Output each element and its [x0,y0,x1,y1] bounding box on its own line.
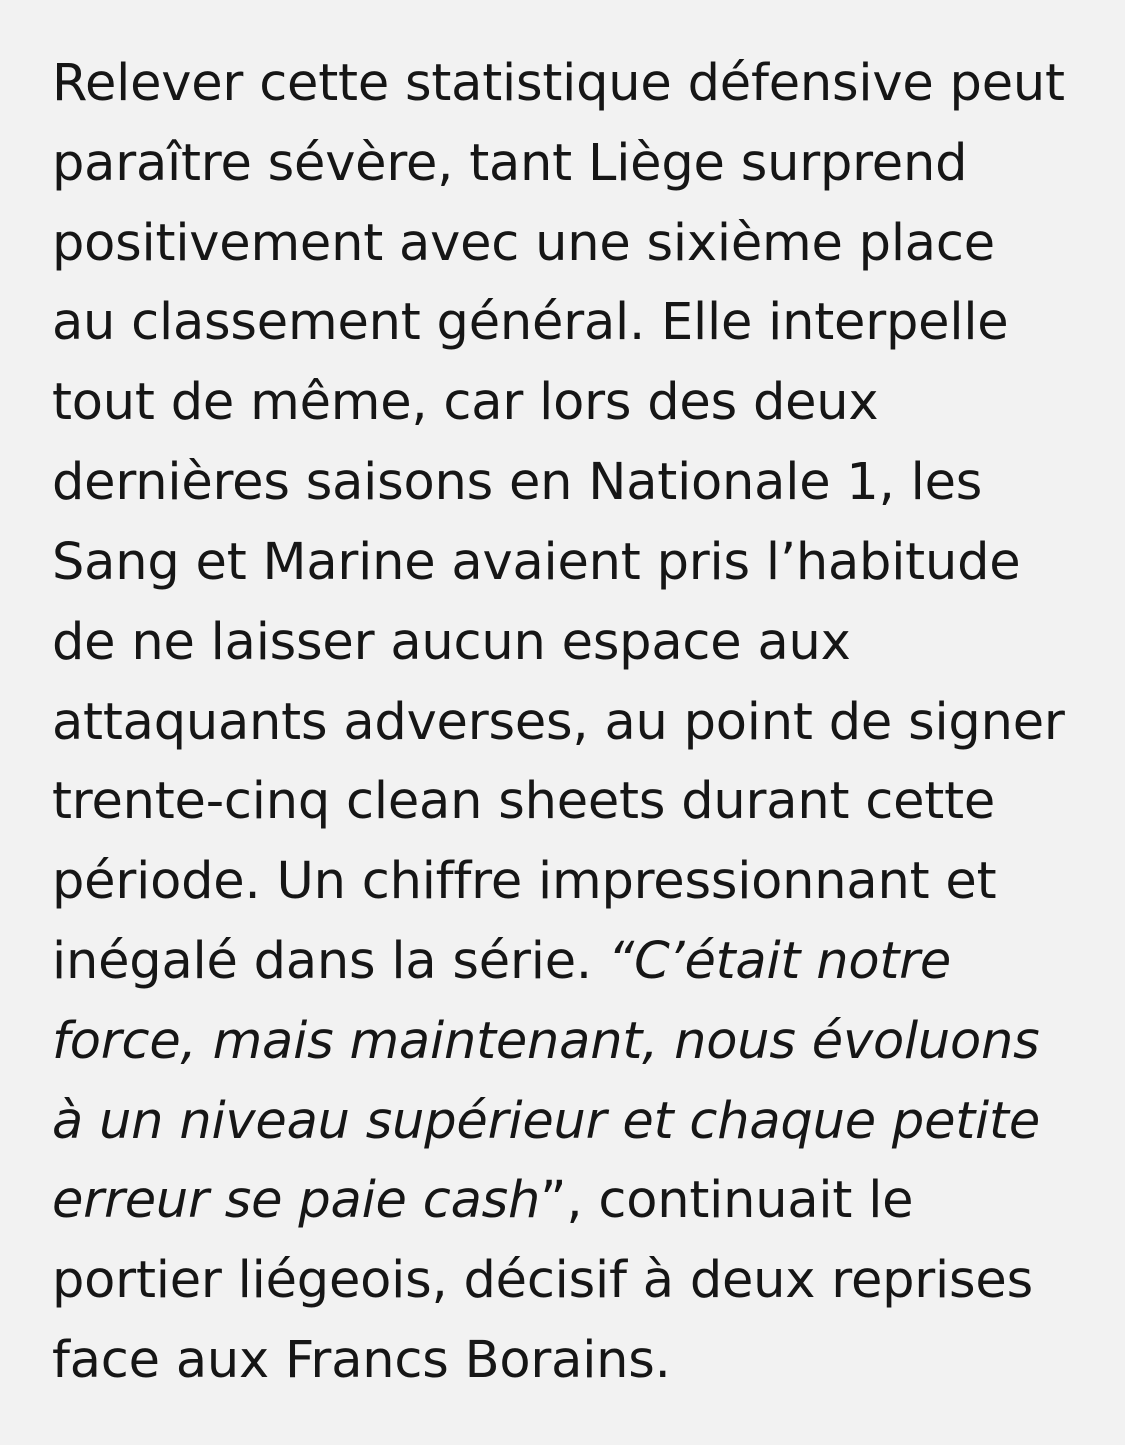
pull-quote-text: C’était notre force, mais maintenant, nous évoluons à un niveau supérieur et chaque petite erreur se paie cash [52,931,1040,1231]
quote-close-mark: ” [540,1171,567,1231]
quote-open-mark: “ [607,931,635,991]
article-paragraph [52,44,1073,1401]
paragraph-lead-text: Relever cette statistique défensive peut paraître sévère, tant Liège surprend positivement avec une sixième place au classement général. Elle interpelle tout de même, car lors des deux dernières saisons en Nationale 1, les Sang et Marine avaient pris l’habitude de ne laisser aucun espace aux attaquants adverses, au point de signer trente-cinq clean sheets durant cette période. Un chiffre impressionnant et inégalé dans la série. [52,54,1065,991]
paragraph-trailing-text: , continuait le portier liégeois, décisif à deux reprises face aux Francs Borains. [52,1171,1033,1390]
